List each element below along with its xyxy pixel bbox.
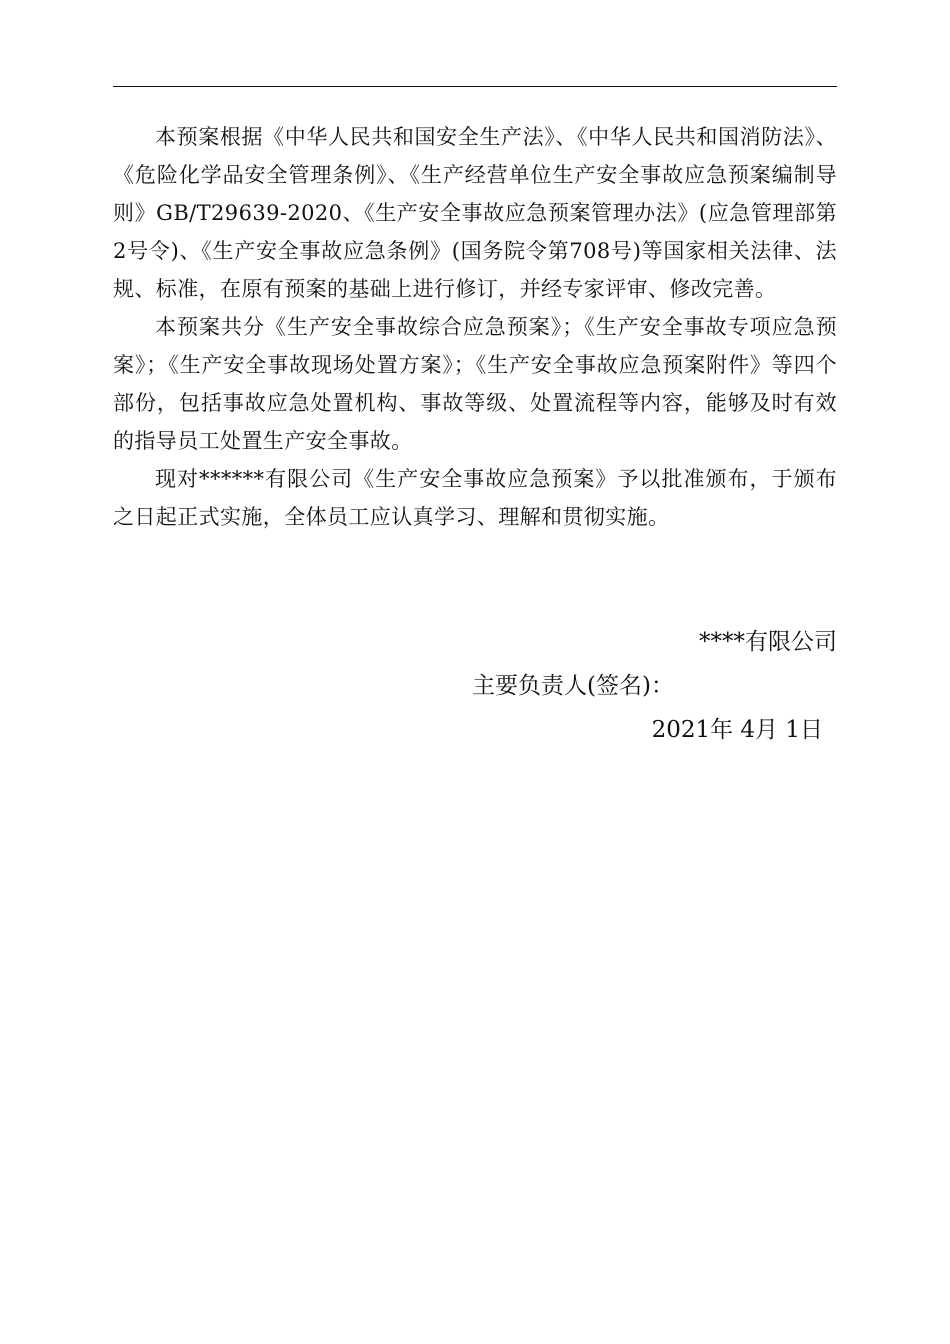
document-body xyxy=(113,118,837,536)
responsible-person-signature: 主要负责人(签名)： xyxy=(472,673,674,699)
paragraph-structure: 本预案共分《生产安全事故综合应急预案》；《生产安全事故专项应急预案》；《生产安全事故现场处置方案》；《生产安全事故应急预案附件》等四个部份，包括事故应急处置机构、事故等级、处置流程等内容，能够及时有效的指导员工处置生产安全事故。 xyxy=(113,315,837,453)
paragraph-approval: 现对******有限公司《生产安全事故应急预案》予以批准颁布，于颁布之日起正式实施，全体员工应认真学习、理解和贯彻实施。 xyxy=(113,467,837,529)
signature-block xyxy=(113,620,837,752)
company-name: ****有限公司 xyxy=(699,629,837,655)
issue-date: 2021年 4月 1日 xyxy=(651,717,823,743)
header-rule xyxy=(113,86,837,87)
paragraph-basis: 本预案根据《中华人民共和国安全生产法》、《中华人民共和国消防法》、《危险化学品安全管理条例》、《生产经营单位生产安全事故应急预案编制导则》GB/T29639-2020、《生产安全事故应急预案管理办法》(应急管理部第2号令)、《生产安全事故应急条例》(国务院令第708号)等国家相关法律、法规、标准，在原有预案的基础上进行修订，并经专家评审、修改完善。 xyxy=(113,125,837,301)
